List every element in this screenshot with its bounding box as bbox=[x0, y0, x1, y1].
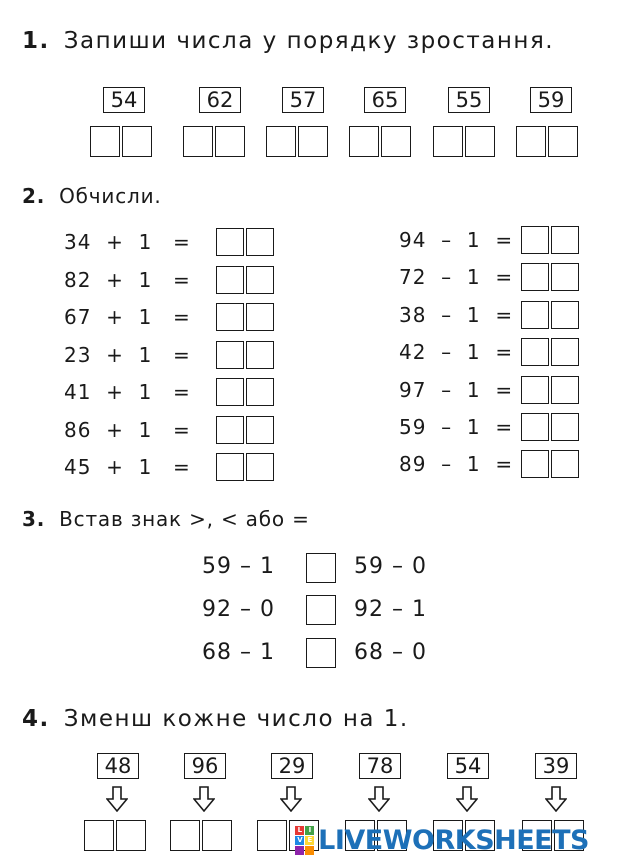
task2-answer-cell[interactable] bbox=[246, 453, 274, 481]
logo-tile bbox=[305, 846, 314, 855]
task4-number-1: 96 bbox=[184, 753, 226, 779]
equals-sign: = bbox=[173, 305, 191, 329]
task2-answer-cell[interactable] bbox=[246, 303, 274, 331]
task2-right-expr bbox=[399, 452, 513, 476]
task2-answer-cell[interactable] bbox=[246, 228, 274, 256]
task1-answer-cell[interactable] bbox=[381, 126, 411, 157]
task2-right-expr bbox=[399, 228, 513, 252]
task2-left-expr bbox=[64, 455, 152, 479]
task2-answer-cell[interactable] bbox=[521, 301, 549, 329]
task3-instruction: Встав знак >, < або = bbox=[59, 507, 310, 531]
task1-answer-cell[interactable] bbox=[90, 126, 120, 157]
operand-b: 1 bbox=[138, 230, 153, 254]
down-arrow-icon bbox=[456, 786, 478, 812]
task4-answer-cell[interactable] bbox=[170, 820, 200, 851]
logo-tile: E bbox=[305, 836, 314, 845]
operand-a: 42 bbox=[399, 340, 427, 364]
task2-answer-cell[interactable] bbox=[216, 453, 244, 481]
task2-right-expr bbox=[399, 340, 513, 364]
equals-sign: = bbox=[495, 415, 514, 439]
task2-left-expr bbox=[64, 380, 152, 404]
task2-answer-cell[interactable] bbox=[551, 301, 579, 329]
task3-right-expr: 59 – 0 bbox=[354, 554, 427, 579]
operator: – bbox=[441, 303, 453, 327]
task2-answer-cell[interactable] bbox=[551, 263, 579, 291]
task2-right-expr bbox=[399, 378, 513, 402]
task4-number-3: 78 bbox=[359, 753, 401, 779]
operator: – bbox=[441, 415, 453, 439]
task2-answer-cell[interactable] bbox=[216, 416, 244, 444]
task2-instruction: Обчисли. bbox=[59, 184, 162, 208]
operand-a: 23 bbox=[64, 343, 92, 367]
operand-a: 59 bbox=[399, 415, 427, 439]
equals-sign: = bbox=[173, 418, 191, 442]
task2-answer-cell[interactable] bbox=[216, 341, 244, 369]
liveworksheets-brand-text: LIVEWORKSHEETS bbox=[318, 825, 589, 856]
task2-number: 2. bbox=[22, 184, 46, 208]
down-arrow-icon bbox=[106, 786, 128, 812]
liveworksheets-logo-icon bbox=[295, 826, 314, 855]
task2-left-expr bbox=[64, 230, 152, 254]
task2-answer-cell[interactable] bbox=[216, 303, 244, 331]
operand-b: 1 bbox=[466, 303, 481, 327]
equals-sign: = bbox=[173, 268, 191, 292]
task1-answer-cell[interactable] bbox=[548, 126, 578, 157]
equals-sign: = bbox=[173, 455, 191, 479]
equals-sign: = bbox=[495, 340, 514, 364]
task1-number-2: 57 bbox=[282, 87, 324, 113]
task3-sign-box[interactable] bbox=[306, 638, 336, 668]
operator: – bbox=[441, 265, 453, 289]
operand-b: 1 bbox=[466, 452, 481, 476]
operator: + bbox=[106, 268, 124, 292]
task1-number-4: 55 bbox=[448, 87, 490, 113]
task2-answer-cell[interactable] bbox=[521, 226, 549, 254]
task1-answer-cell[interactable] bbox=[122, 126, 152, 157]
task4-answer-cell[interactable] bbox=[257, 820, 287, 851]
down-arrow-icon bbox=[368, 786, 390, 812]
down-arrow-icon bbox=[280, 786, 302, 812]
task2-answer-cell[interactable] bbox=[551, 450, 579, 478]
operand-b: 1 bbox=[466, 340, 481, 364]
operand-a: 72 bbox=[399, 265, 427, 289]
task2-answer-cell[interactable] bbox=[551, 338, 579, 366]
operand-b: 1 bbox=[138, 380, 153, 404]
down-arrow-icon bbox=[193, 786, 215, 812]
operand-a: 94 bbox=[399, 228, 427, 252]
task2-left-expr bbox=[64, 305, 152, 329]
task2-answer-cell[interactable] bbox=[521, 263, 549, 291]
operand-b: 1 bbox=[466, 378, 481, 402]
task4-answer-cell[interactable] bbox=[84, 820, 114, 851]
operand-b: 1 bbox=[466, 415, 481, 439]
task3-number: 3. bbox=[22, 507, 46, 531]
equals-sign: = bbox=[173, 380, 191, 404]
liveworksheets-watermark bbox=[295, 825, 589, 856]
operator: + bbox=[106, 455, 124, 479]
down-arrow-icon bbox=[545, 786, 567, 812]
task4-number: 4. bbox=[22, 706, 50, 732]
task2-answer-cell[interactable] bbox=[246, 378, 274, 406]
task3-left-expr: 92 – 0 bbox=[202, 597, 275, 622]
task1-answer-cell[interactable] bbox=[465, 126, 495, 157]
task3-sign-box[interactable] bbox=[306, 553, 336, 583]
logo-tile: I bbox=[305, 826, 314, 835]
operand-a: 41 bbox=[64, 380, 92, 404]
operand-b: 1 bbox=[466, 228, 481, 252]
operand-a: 97 bbox=[399, 378, 427, 402]
task2-answer-cell[interactable] bbox=[521, 413, 549, 441]
task4-number-5: 39 bbox=[535, 753, 577, 779]
task2-answer-cell[interactable] bbox=[246, 341, 274, 369]
task2-right-expr bbox=[399, 303, 513, 327]
task4-number-2: 29 bbox=[271, 753, 313, 779]
task4-answer-cell[interactable] bbox=[116, 820, 146, 851]
operator: – bbox=[441, 378, 453, 402]
task1-number-5: 59 bbox=[530, 87, 572, 113]
task3-sign-box[interactable] bbox=[306, 595, 336, 625]
operator: + bbox=[106, 343, 124, 367]
operand-b: 1 bbox=[138, 305, 153, 329]
operand-a: 34 bbox=[64, 230, 92, 254]
operator: – bbox=[441, 340, 453, 364]
task2-answer-cell[interactable] bbox=[246, 416, 274, 444]
logo-tile bbox=[295, 846, 304, 855]
task1-answer-cell[interactable] bbox=[298, 126, 328, 157]
task1-answer-cell[interactable] bbox=[349, 126, 379, 157]
task2-answer-cell[interactable] bbox=[246, 266, 274, 294]
task2-answer-cell[interactable] bbox=[521, 376, 549, 404]
task1-answer-cell[interactable] bbox=[183, 126, 213, 157]
operand-b: 1 bbox=[138, 455, 153, 479]
task2-answer-cell[interactable] bbox=[216, 228, 244, 256]
operator: + bbox=[106, 230, 124, 254]
logo-tile: L bbox=[295, 826, 304, 835]
task2-right-expr bbox=[399, 415, 513, 439]
task1-answer-cell[interactable] bbox=[516, 126, 546, 157]
task1-number-0: 54 bbox=[103, 87, 145, 113]
task2-answer-cell[interactable] bbox=[521, 338, 549, 366]
operand-b: 1 bbox=[466, 265, 481, 289]
equals-sign: = bbox=[173, 230, 191, 254]
task3-right-expr: 68 – 0 bbox=[354, 640, 427, 665]
task2-answer-cell[interactable] bbox=[521, 450, 549, 478]
task3-title bbox=[22, 507, 310, 531]
task4-title bbox=[22, 706, 409, 732]
equals-sign: = bbox=[173, 343, 191, 367]
task1-answer-cell[interactable] bbox=[433, 126, 463, 157]
task2-answer-cell[interactable] bbox=[551, 226, 579, 254]
operand-a: 86 bbox=[64, 418, 92, 442]
logo-tile: V bbox=[295, 836, 304, 845]
task1-number-1: 62 bbox=[199, 87, 241, 113]
task2-answer-cell[interactable] bbox=[551, 376, 579, 404]
task2-right-expr bbox=[399, 265, 513, 289]
operand-b: 1 bbox=[138, 418, 153, 442]
equals-sign: = bbox=[495, 303, 514, 327]
task1-instruction: Запиши числа у порядку зростання. bbox=[63, 28, 555, 54]
operator: – bbox=[441, 228, 453, 252]
equals-sign: = bbox=[495, 265, 514, 289]
operand-a: 38 bbox=[399, 303, 427, 327]
equals-sign: = bbox=[495, 228, 514, 252]
operand-b: 1 bbox=[138, 343, 153, 367]
operator: – bbox=[441, 452, 453, 476]
task2-title bbox=[22, 184, 162, 208]
task1-number-3: 65 bbox=[364, 87, 406, 113]
task4-number-4: 54 bbox=[447, 753, 489, 779]
task4-instruction: Зменш кожне число на 1. bbox=[63, 706, 409, 732]
task3-left-expr: 68 – 1 bbox=[202, 640, 275, 665]
operator: + bbox=[106, 418, 124, 442]
task2-left-expr bbox=[64, 418, 152, 442]
task3-left-expr: 59 – 1 bbox=[202, 554, 275, 579]
task2-answer-cell[interactable] bbox=[551, 413, 579, 441]
operand-a: 82 bbox=[64, 268, 92, 292]
equals-sign: = bbox=[495, 452, 514, 476]
operand-a: 45 bbox=[64, 455, 92, 479]
task4-answer-cell[interactable] bbox=[202, 820, 232, 851]
task1-number: 1. bbox=[22, 28, 50, 54]
task2-answer-cell[interactable] bbox=[216, 266, 244, 294]
task4-number-0: 48 bbox=[97, 753, 139, 779]
task2-left-expr bbox=[64, 343, 152, 367]
operand-a: 67 bbox=[64, 305, 92, 329]
operand-b: 1 bbox=[138, 268, 153, 292]
task1-answer-cell[interactable] bbox=[215, 126, 245, 157]
equals-sign: = bbox=[495, 378, 514, 402]
operand-a: 89 bbox=[399, 452, 427, 476]
task1-title bbox=[22, 28, 554, 54]
task2-answer-cell[interactable] bbox=[216, 378, 244, 406]
task2-left-expr bbox=[64, 268, 152, 292]
operator: + bbox=[106, 305, 124, 329]
task1-answer-cell[interactable] bbox=[266, 126, 296, 157]
operator: + bbox=[106, 380, 124, 404]
task3-right-expr: 92 – 1 bbox=[354, 597, 427, 622]
